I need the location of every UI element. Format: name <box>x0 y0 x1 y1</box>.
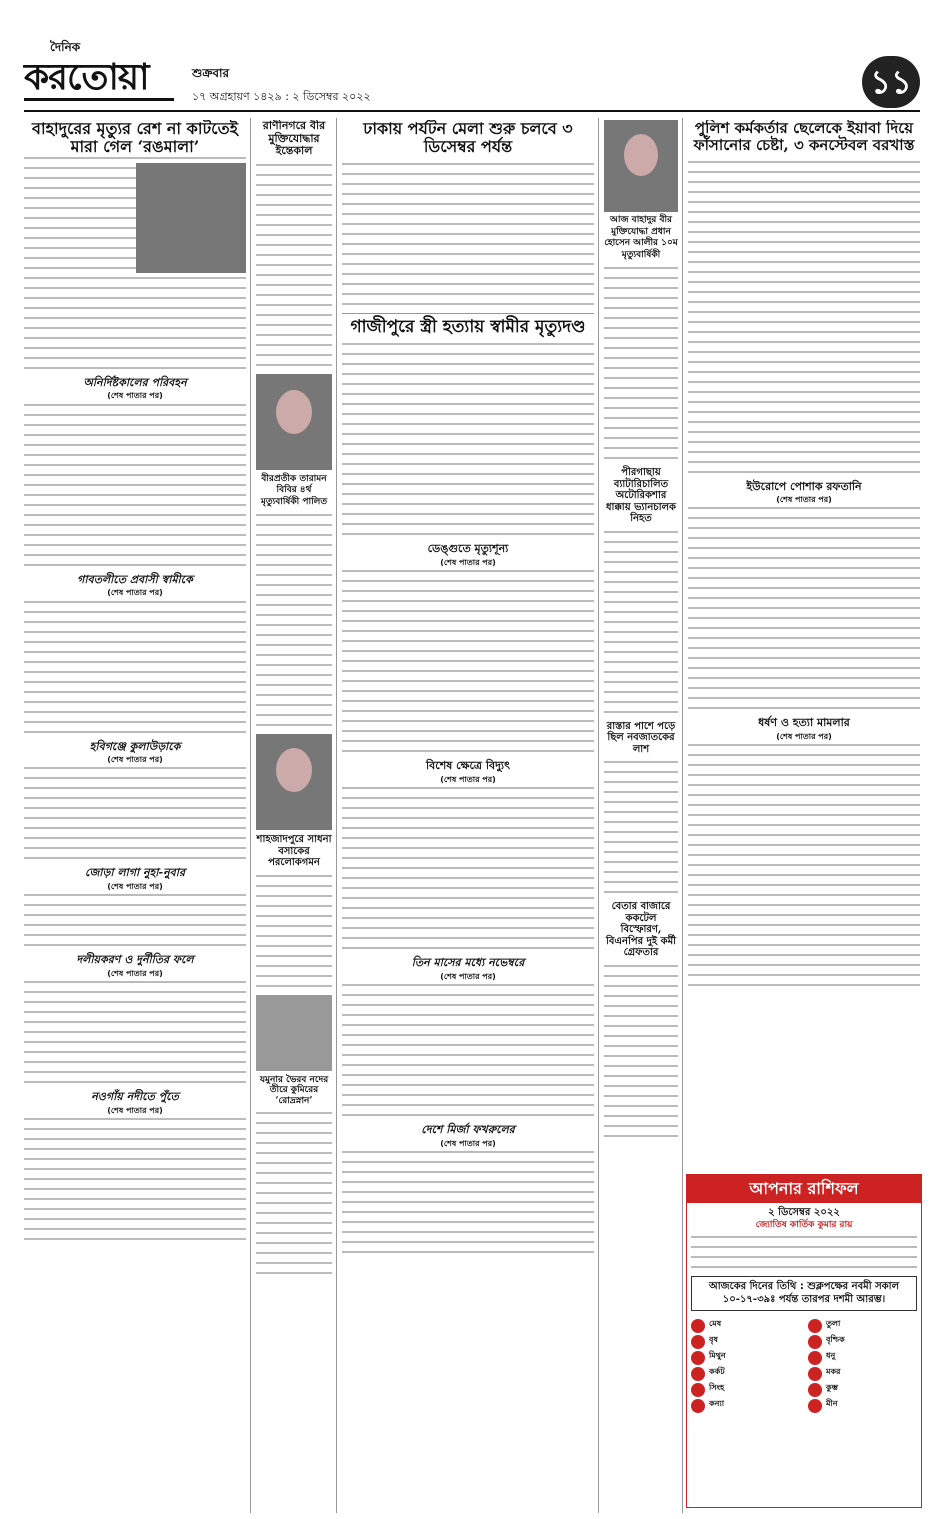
column-right <box>688 120 920 1170</box>
sadhana-basak-photo <box>256 734 332 830</box>
zodiac-column <box>804 1317 921 1415</box>
headline-electricity[interactable]: বিশেষ ক্ষেত্রে বিদ্যুৎ <box>426 759 510 773</box>
continued-label: (শেষ পাতার পর) <box>776 732 832 742</box>
continued-label: (শেষ পাতার পর) <box>440 774 496 784</box>
sagittarius-icon <box>808 1351 822 1365</box>
article-body <box>688 507 920 709</box>
article-body <box>256 164 332 366</box>
page-number: ১১ <box>862 56 920 108</box>
headline-gabtoli[interactable]: গাবতলীতে প্রবাসী স্বামীকে <box>77 572 193 586</box>
headline-tourism-fair[interactable]: ঢাকায় পর্যটন মেলা শুরু চলবে ৩ ডিসেম্বর পর্যন্ত <box>363 120 573 157</box>
headline-gazipur[interactable]: গাজীপুরে স্ত্রী হত্যায় স্বামীর মৃত্যুদণ্ড <box>350 316 586 337</box>
zodiac-item[interactable]: কুম্ভ <box>808 1383 917 1397</box>
scorpio-icon <box>808 1335 822 1349</box>
continued-label: (শেষ পাতার পর) <box>776 495 832 505</box>
article-body <box>256 875 332 987</box>
pisces-icon <box>808 1399 822 1413</box>
article-body <box>342 343 594 535</box>
continued-label: (শেষ পাতার পর) <box>440 971 496 981</box>
headline-corruption[interactable]: দলীয়করণ ও দুর্নীতির ফলে <box>76 953 194 967</box>
dateline <box>192 66 832 108</box>
zodiac-item[interactable]: তুলা <box>808 1319 917 1333</box>
zodiac-item[interactable]: মিথুন <box>691 1351 800 1365</box>
article-body <box>24 404 246 566</box>
zodiac-item[interactable]: সিংহ <box>691 1383 800 1397</box>
taramon-bibi-photo <box>256 374 332 470</box>
article-body <box>24 894 246 946</box>
cancer-icon <box>691 1367 705 1381</box>
zodiac-item[interactable]: কর্কট <box>691 1367 800 1381</box>
crocodile-photo <box>256 995 332 1071</box>
headline-crocodile[interactable]: যমুনার ভৈরব নদের তীরে কুমিরের ‘রোদ্রস্নান’ <box>259 1074 329 1106</box>
article-body <box>342 570 594 752</box>
article-body <box>342 787 594 949</box>
headline-pirgachha[interactable]: পীরগাছায় ব্যাটারিচালিত অটোরিকশার ধাক্কায় ভ্যানচালক নিহত <box>605 467 677 525</box>
horoscope-intro <box>691 1236 917 1268</box>
issue-date: ১৭ অগ্রহায়ণ ১৪২৯ : ২ ডিসেম্বর ২০২২ <box>192 90 371 103</box>
article-body <box>24 1118 246 1240</box>
article-body <box>24 767 246 859</box>
continued-label: (শেষ পাতার পর) <box>107 1105 163 1115</box>
column-divider <box>598 118 599 1513</box>
article-body <box>604 965 678 1137</box>
zodiac-item[interactable]: মেষ <box>691 1319 800 1333</box>
elephant-photo <box>136 163 246 273</box>
section-rule <box>342 313 594 314</box>
horoscope-author: জ্যোতিষ কার্তিক কুমার রায় <box>755 1220 853 1231</box>
headline-transport[interactable]: অনির্দিষ্টকালের পরিবহন <box>83 375 187 389</box>
continued-label: (শেষ পাতার পর) <box>107 588 163 598</box>
headline-freedom-fighter[interactable]: রাণীনগরে বীর মুক্তিযোদ্ধার ইন্তেকাল <box>262 120 326 158</box>
headline-yaba[interactable]: পুলিশ কর্মকর্তার ছেলেকে ইয়াবা দিয়ে ফাঁসানোর চেষ্টা, ৩ কনস্টেবল বরখাস্ত <box>693 120 915 155</box>
article-body <box>24 981 246 1083</box>
zodiac-item[interactable]: বৃশ্চিক <box>808 1335 917 1349</box>
article-body <box>604 531 678 713</box>
headline-dengue[interactable]: ডেঙ্গুতে মৃত্যুশূন্য <box>427 542 509 556</box>
article-body <box>342 163 594 305</box>
continued-label: (শেষ পাতার পর) <box>107 391 163 401</box>
column-divider <box>682 118 683 1513</box>
headline-naogaon[interactable]: নওগাঁয় নদীতে পুঁতে <box>91 1090 179 1104</box>
article-body <box>342 1151 594 1253</box>
continued-label: (শেষ পাতার পর) <box>107 755 163 765</box>
leo-icon <box>691 1383 705 1397</box>
masthead <box>0 0 945 118</box>
headline-three-months[interactable]: তিন মাসের মধ্যে নভেম্বরে <box>411 956 525 970</box>
caption-death-anniversary[interactable]: আজ বাহাদুর বীর মুক্তিযোদ্ধা প্রধান হোসেন আলীর ১০ম মৃত্যুবার্ষিকী <box>604 215 678 260</box>
column-center <box>342 120 594 1510</box>
horoscope-title[interactable]: আপনার রাশিফল <box>687 1175 921 1203</box>
logo-prefix: দৈনিক <box>50 40 81 54</box>
horoscope-date: ২ ডিসেম্বর ২০২২ <box>768 1207 840 1219</box>
zodiac-item[interactable]: ধনু <box>808 1351 917 1365</box>
continued-label: (শেষ পাতার পর) <box>107 968 163 978</box>
column-left <box>24 120 246 1510</box>
continued-label: (শেষ পাতার পর) <box>440 557 496 567</box>
headline-twins[interactable]: জোড়া লাগা নুহা-নুবার <box>84 866 185 880</box>
taurus-icon <box>691 1335 705 1349</box>
libra-icon <box>808 1319 822 1333</box>
newspaper-logo[interactable] <box>24 40 184 106</box>
continued-label: (শেষ পাতার পর) <box>107 882 163 892</box>
article-body <box>256 1112 332 1274</box>
zodiac-grid <box>687 1317 921 1415</box>
logo-title: করতোয়া <box>24 56 149 98</box>
headline-cocktail[interactable]: বেতার বাজারে ককটেল বিস্ফোরণ, বিএনপির দুই কর্মী গ্রেফতার <box>606 901 676 959</box>
article-body <box>604 761 678 893</box>
column-center-right <box>604 120 678 1510</box>
pradhan-hossain-photo <box>604 120 678 212</box>
tithi-of-the-day: আজকের দিনের তিথি : শুক্লপক্ষের নবমী সকাল ১০-১৭-৩৯ঃ পর্যন্ত তারপর দশমী আরম্ভ। <box>691 1276 917 1312</box>
header-rule <box>24 110 920 112</box>
article-body <box>342 984 594 1116</box>
headline-habiganj[interactable]: হবিগঞ্জে কুলাউড়াকে <box>89 739 181 753</box>
zodiac-column <box>687 1317 804 1415</box>
zodiac-item[interactable]: কন্যা <box>691 1399 800 1413</box>
caption-taramon[interactable]: বীরপ্রতীক তারামন বিবির ৪র্থ মৃত্যুবার্ষিকী পালিত <box>260 473 328 507</box>
logo-underline <box>24 98 174 101</box>
article-body <box>688 744 920 986</box>
aquarius-icon <box>808 1383 822 1397</box>
headline-fakhrul[interactable]: দেশে মির্জা ফখরুলের <box>421 1122 515 1136</box>
weekday: শুক্রবার <box>192 66 230 80</box>
zodiac-item[interactable]: বৃষ <box>691 1335 800 1349</box>
headline-rape-murder[interactable]: ধর্ষণ ও হত্যা মামলার <box>758 716 850 730</box>
headline-europe-export[interactable]: ইউরোপে পোশাক রফতানি <box>746 479 862 493</box>
column-narrow <box>256 120 332 1510</box>
zodiac-item[interactable]: মীন <box>808 1399 917 1413</box>
article-body <box>604 267 678 459</box>
headline-sadhana-basak[interactable]: শাহজাদপুরে সাধনা বসাকের পরলোকগমন <box>256 834 332 869</box>
article-body <box>688 161 920 473</box>
article-body <box>256 514 332 726</box>
aries-icon <box>691 1319 705 1333</box>
continued-label: (শেষ পাতার পর) <box>440 1138 496 1148</box>
headline-newborn[interactable]: রাস্তার পাশে পড়ে ছিল নবজাতকের লাশ <box>606 720 676 755</box>
horoscope-box <box>686 1174 922 1508</box>
zodiac-item[interactable]: মকর <box>808 1367 917 1381</box>
headline-rangmala[interactable]: বাহাদুরের মৃত্যুর রেশ না কাটতেই মারা গেল ‘রঙমালা’ <box>32 120 238 157</box>
article-body <box>24 601 246 733</box>
gemini-icon <box>691 1351 705 1365</box>
virgo-icon <box>691 1399 705 1413</box>
column-divider <box>336 118 337 1513</box>
column-divider <box>250 118 251 1513</box>
capricorn-icon <box>808 1367 822 1381</box>
